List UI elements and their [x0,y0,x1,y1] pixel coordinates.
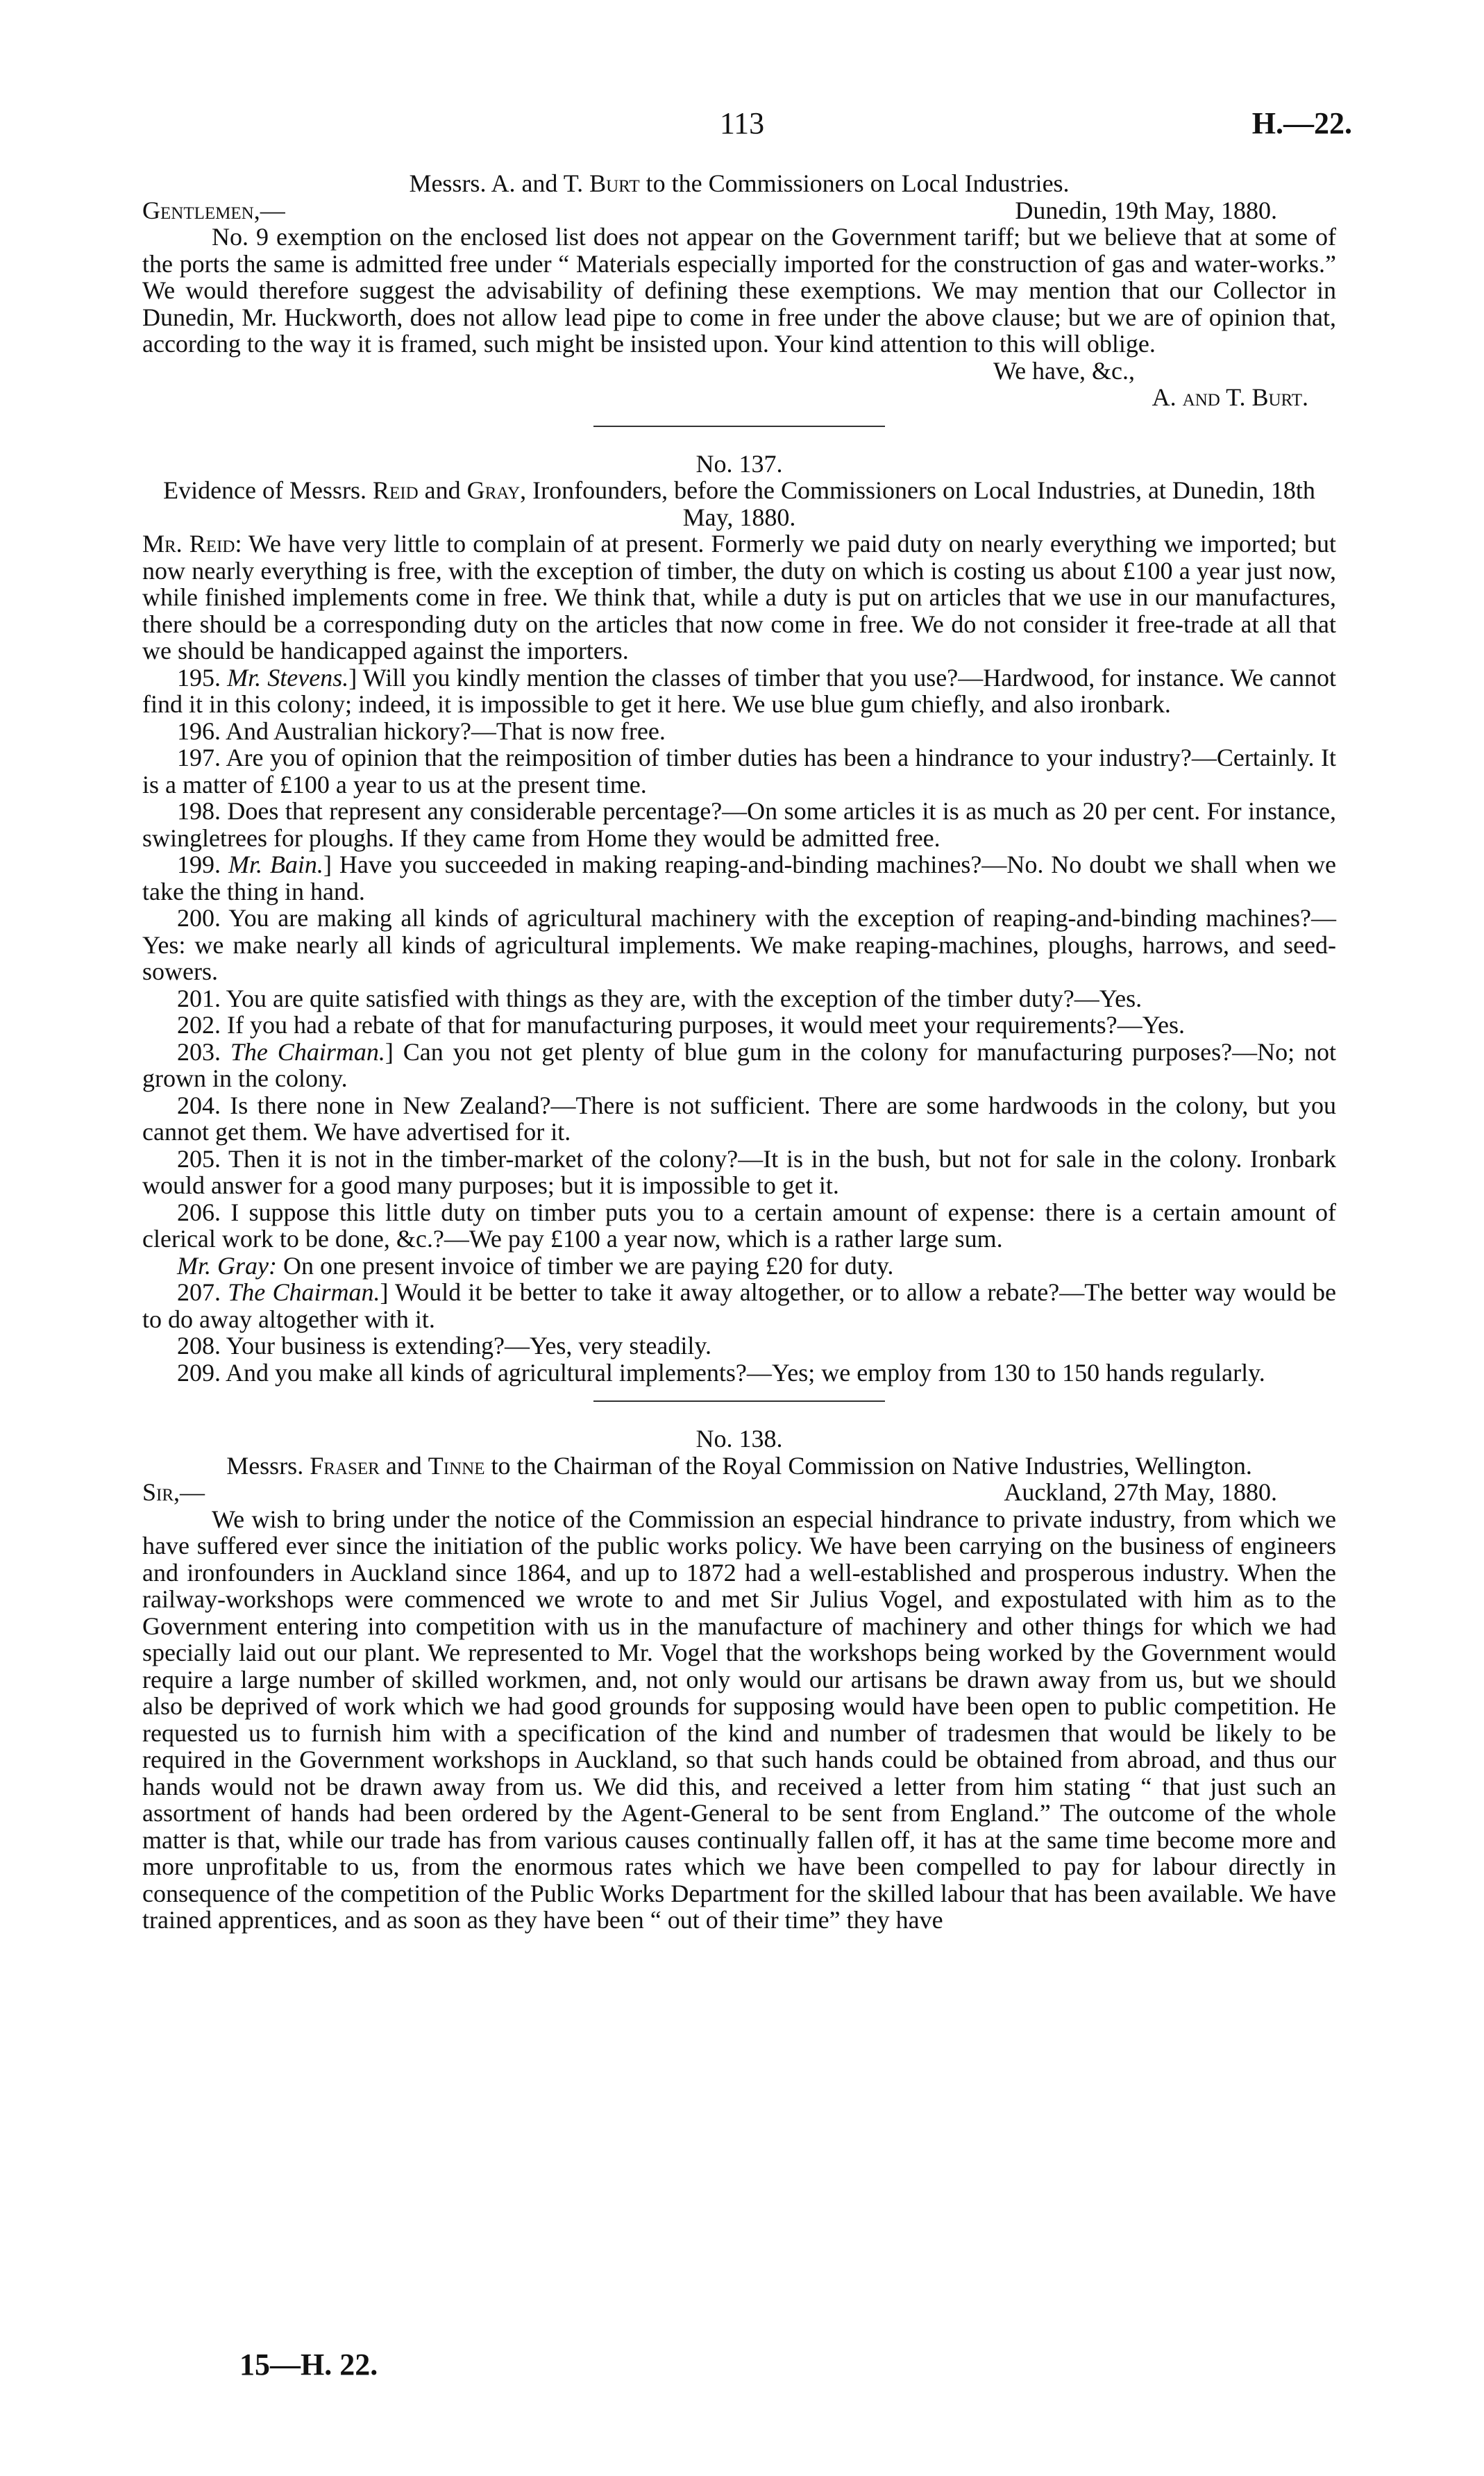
section-137-heading: Evidence of Messrs. Reid and Gray, Ironfounders, before the Commissioners on Local Industries, at Dunedin, 18th May, 1880. [163,476,1315,531]
section-138-heading: Messrs. Fraser and Tinne to the Chairman of the Royal Commission on Native Industries, Wellington. [226,1451,1252,1480]
section-divider [593,1400,885,1402]
letter-place-date: Dunedin, 19th May, 1880. [1015,196,1277,224]
document-reference: H.—22. [1251,106,1352,140]
letter-salutation-row [142,197,1336,224]
section-138-salutation: Sir,— [142,1478,205,1506]
letter-closing: We have, &c., [993,356,1135,385]
question-198: 198. Does that represent any considerable percentage?—On some articles it is as much as 20 per cent. For instance, swingletrees for ploughs. If they came from Home they would be admitted free. [142,797,1336,852]
section-138-salutation-row [142,1479,1336,1506]
question-209: 209. And you make all kinds of agricultural implements?—Yes; we employ from 130 to 150 hands regularly. [177,1358,1265,1387]
section-divider [593,426,885,427]
section-138-number: No. 138. [695,1425,783,1453]
section-138-place-date: Auckland, 27th May, 1880. [1004,1478,1277,1506]
question-207: 207. The Chairman.] Would it be better to take it away altogether, or to allow a rebate?—The better way would be to do away altogether with it. [142,1278,1336,1333]
letter-heading: Messrs. A. and T. Burt to the Commissioners on Local Industries. [409,169,1070,197]
question-196: 196. And Australian hickory?—That is now free. [177,717,666,745]
question-199: 199. Mr. Bain.] Have you succeeded in making reaping-and-binding machines?—No. No doubt we shall when we take the thing in hand. [142,851,1337,905]
section-138-body: We wish to bring under the notice of the Commission an especial hindrance to private industry, from which we have suffered ever since the initiation of the public works policy. We have been carrying on the business of engineers and ironfounders in Auckland since 1864, and up to 1872 had a well-established and prosperous industry. When the railway-workshops were commenced we wrote to and met Sir Julius Vogel, and expostulated with him as to the Government entering into competition with us in the manufacture of machinery and other things for which we had specially laid out our plant. We represented to Mr. Vogel that the workshops being worked by the Government would require a large number of skilled workmen, and, not only would our artisans be drawn away from us, but we should also be deprived of work which we had good grounds for supposing would have been open to public competition. He requested us to furnish him with a specification of the kind and number of tradesmen that would be likely to be required in the Government workshops in Auckland, so that such hands could be obtained from abroad, and thus our hands would not be drawn away from us. We did this, and received a letter from him stating “ that just such an assortment of hands had been ordered by the Agent-General to be sent from England.” The outcome of the whole matter is that, while our trade has from various causes continually fallen off, it has at the same time become more and more unprofitable to us, from the enormous rates which we have been compelled to pay for labour directly in consequence of the competition of the Public Works Department for the skilled labour that has been available. We have trained apprentices, and as soon as they have been “ out of their time” they have [142,1505,1336,1934]
letter-heading-name: Burt [589,169,640,197]
signature-mark: 15—H. 22. [239,2348,378,2382]
letter-salutation: Gentlemen,— [142,196,285,224]
page-number: 113 [719,106,765,140]
section-137-number: No. 137. [695,449,783,478]
question-195: 195. Mr. Stevens.] Will you kindly mention the classes of timber that you use?—Hardwood, for instance. We cannot find it in this colony; indeed, it is impossible to get it here. We use blue gum chiefly, and also ironbark. [142,663,1336,718]
letter-signature: A. and T. Burt. [1152,383,1308,411]
question-206: 206. I suppose this little duty on timber puts you to a certain amount of expense: there is a certain amount of clerical work to be done, &c.?—We pay £100 a year now, which is a rather large sum. [142,1198,1336,1253]
question-205: 205. Then it is not in the timber-market of the colony?—It is in the bush, but not for sale in the colony. Ironbark would answer for a good many purposes; but it is impossible to get it. [142,1144,1336,1199]
question-208: 208. Your business is extending?—Yes, very steadily. [177,1332,711,1360]
gray-statement: Mr. Gray: On one present invoice of timber we are paying £20 for duty. [177,1251,894,1280]
question-203: 203. The Chairman.] Can you not get plenty of blue gum in the colony for manufacturing purposes?—No; not grown in the colony. [142,1037,1336,1092]
opening-statement: Mr. Reid: We have very little to complain of at present. Formerly we paid duty on nearly everything we imported; but now nearly everything is free, with the exception of timber, the duty on which is costing us about £100 a year just now, while finished implements come in free. We think that, while a duty is put on articles that we use in our manufactures, there should be a corresponding duty on the articles that now come in free. We do not consider it free-trade at all that we should be handicapped against the importers. [142,530,1336,664]
page-content [142,170,1336,1934]
question-201: 201. You are quite satisfied with things as they are, with the exception of the timber duty?—Yes. [177,984,1142,1012]
question-197: 197. Are you of opinion that the reimposition of timber duties has been a hindrance to your industry?—Certainly. It is a matter of £100 a year to us at the present time. [142,744,1336,798]
question-202: 202. If you had a rebate of that for manufacturing purposes, it would meet your requirements?—Yes. [177,1011,1185,1039]
letter-body: No. 9 exemption on the enclosed list does not appear on the Government tariff; but we believe that at some of the ports the same is admitted free under “ Materials especially imported for the construction of gas and water-works.” We would therefore suggest the advisability of defining these exemptions. We may mention that our Collector in Dunedin, Mr. Huckworth, does not allow lead pipe to come in free under the above clause; but we are of opinion that, according to the way it is framed, such might be insisted upon. Your kind attention to this will oblige. [142,223,1336,358]
question-204: 204. Is there none in New Zealand?—There is not sufficient. There are some hardwoods in the colony, but you cannot get them. We have advertised for it. [142,1091,1336,1146]
question-200: 200. You are making all kinds of agricultural machinery with the exception of reaping-and-binding machines?—Yes: we make nearly all kinds of agricultural implements. We make reaping-machines, ploughs, harrows, and seed-sowers. [142,904,1336,985]
